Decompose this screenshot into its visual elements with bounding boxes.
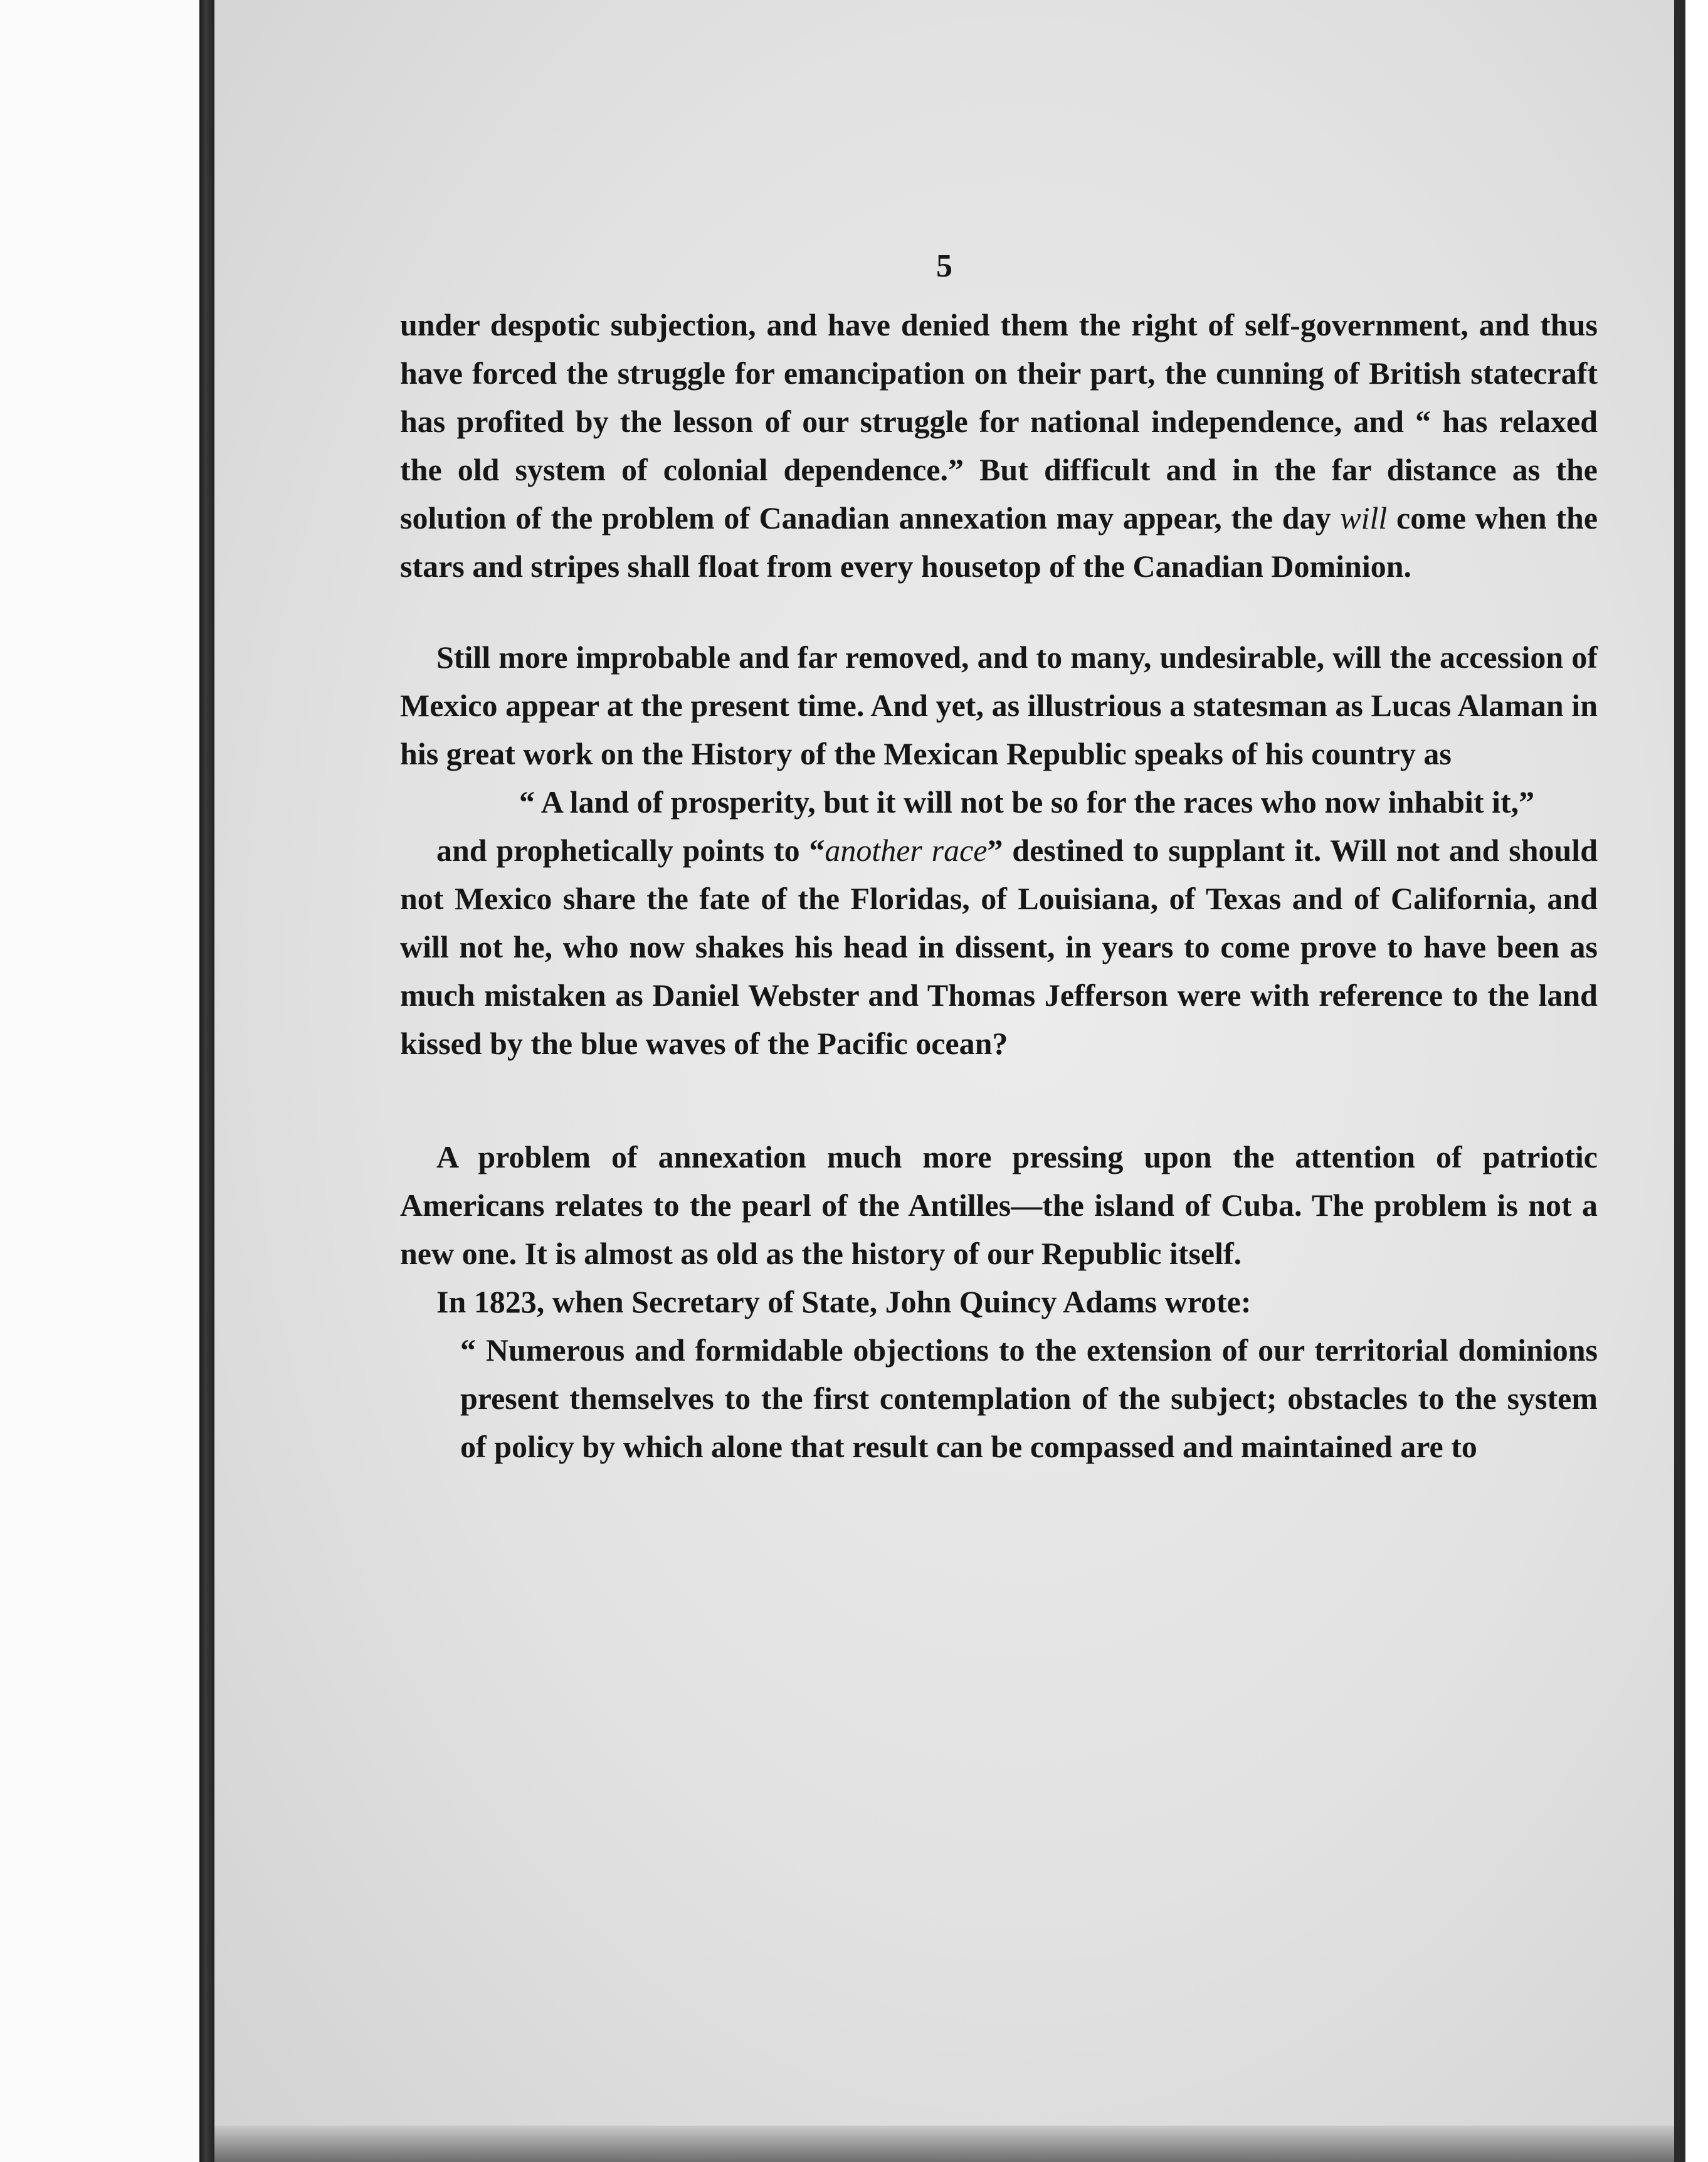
- left-margin: [0, 0, 199, 2162]
- paragraph-3-start: and prophetically points to “: [436, 833, 825, 868]
- paragraph-1-italic: will: [1340, 500, 1388, 535]
- paragraph-3-italic: another race: [825, 833, 988, 868]
- quote-alaman: “ A land of prosperity, but it will not be so for the races who now inhabit it,”: [519, 784, 1535, 820]
- paragraph-3: [400, 826, 1598, 1068]
- quote-adams: “ Numerous and formidable objections to the extension of our territorial dominions present themselves to the first contemplation of the subject; obstacles to the system of policy by which alone that result can be compassed and maintained are to: [460, 1332, 1598, 1464]
- page-text: [400, 301, 1598, 1471]
- paragraph-1-text: under despotic subjection, and have denied them the right of self-government, and thus have forced the struggle for emancipation on their part, the cunning of British statecraft has profited by the lesson of our struggle for national independence, and “ has relaxed the old system of colonial dependence.” But difficult and in the far distance as the solution of the problem of Canadian annexation may appear, the day: [400, 307, 1598, 535]
- paragraph-3-end: ” destined to supplant it. Will not and should not Mexico share the fate of the Floridas, of Louisiana, of Texas and of California, and will not he, who now shakes his head in dissent, in years to come prove to have been as much mistaken as Daniel Webster and Thomas Jefferson were with reference to the land kissed by the blue waves of the Pacific ocean?: [400, 833, 1598, 1061]
- page-number: 5: [936, 248, 952, 284]
- paragraph-4: A problem of annexation much more pressing upon the attention of patriotic Americans relates to the pearl of the Antilles—the island of Cuba. The problem is not a new one. It is almost as old as the history of our Republic itself.: [400, 1139, 1598, 1271]
- paragraph-1: [400, 301, 1598, 591]
- paragraph-5: In 1823, when Secretary of State, John Quincy Adams wrote:: [436, 1284, 1252, 1319]
- paragraph-2: Still more improbable and far removed, and to many, undesirable, will the accession of Mexico appear at the present time. And yet, as illustrious a statesman as Lucas Alaman in his great work on the History of the Mexican Republic speaks of his country as: [400, 640, 1598, 771]
- scanned-page: [214, 0, 1685, 2162]
- paragraph-1-end: come when the stars and stripes shall float from every housetop of the Canadian Dominion.: [400, 500, 1598, 584]
- binding-edge: [199, 0, 214, 2162]
